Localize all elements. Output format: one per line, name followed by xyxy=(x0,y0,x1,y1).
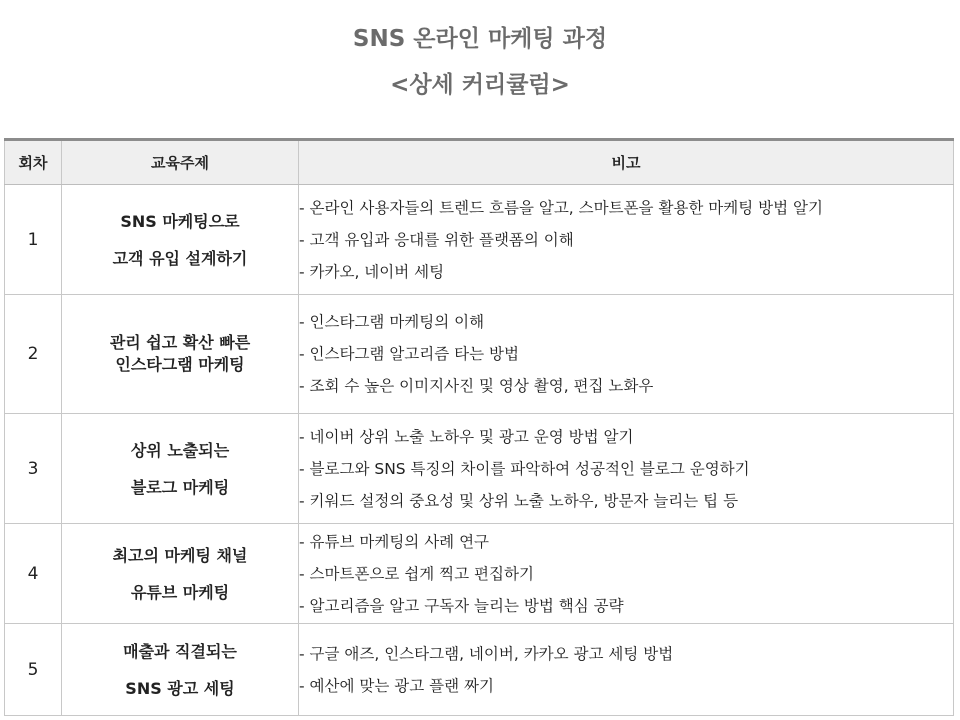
list-item: - 인스타그램 알고리즘 타는 방법 xyxy=(299,338,953,370)
session-number: 2 xyxy=(5,295,62,414)
notes-cell xyxy=(299,185,954,295)
table-row xyxy=(5,185,954,295)
topic-line: 유튜브 마케팅 xyxy=(130,582,230,602)
header-topic: 교육주제 xyxy=(62,140,299,185)
session-number: 5 xyxy=(5,624,62,716)
notes-cell xyxy=(299,414,954,524)
session-number: 1 xyxy=(5,185,62,295)
topic-line: 최고의 마케팅 채널 xyxy=(112,545,248,565)
list-item: - 예산에 맞는 광고 플랜 짜기 xyxy=(299,670,953,702)
session-number: 3 xyxy=(5,414,62,524)
notes-list xyxy=(299,192,953,288)
list-item: - 스마트폰으로 쉽게 찍고 편집하기 xyxy=(299,558,953,590)
header-notes: 비고 xyxy=(299,140,954,185)
topic-line: SNS 광고 세팅 xyxy=(125,678,235,698)
curriculum-table xyxy=(4,138,954,716)
list-item: - 키워드 설정의 중요성 및 상위 노출 노하우, 방문자 늘리는 팁 등 xyxy=(299,485,953,517)
session-number: 4 xyxy=(5,524,62,624)
list-item: - 네이버 상위 노출 노하우 및 광고 운영 방법 알기 xyxy=(299,421,953,453)
topic-cell xyxy=(62,524,299,624)
notes-list xyxy=(299,638,953,702)
table-row xyxy=(5,624,954,716)
notes-list xyxy=(299,421,953,517)
notes-cell xyxy=(299,295,954,414)
list-item: - 블로그와 SNS 특징의 차이를 파악하여 성공적인 블로그 운영하기 xyxy=(299,453,953,485)
list-item: - 조회 수 높은 이미지사진 및 영상 촬영, 편집 노화우 xyxy=(299,370,953,402)
list-item: - 카카오, 네이버 세팅 xyxy=(299,256,953,288)
notes-cell xyxy=(299,524,954,624)
list-item: - 유튜브 마케팅의 사례 연구 xyxy=(299,526,953,558)
page-subtitle: <상세 커리큘럼> xyxy=(390,72,570,98)
table-header-row xyxy=(5,140,954,185)
header-session: 회차 xyxy=(5,140,62,185)
topic-line: SNS 마케팅으로 xyxy=(120,211,240,231)
topic-line: 고객 유입 설계하기 xyxy=(112,248,248,268)
topic-line: 인스타그램 마케팅 xyxy=(115,355,245,374)
topic-line: 상위 노출되는 xyxy=(130,440,230,460)
topic-cell xyxy=(62,624,299,716)
notes-list xyxy=(299,526,953,622)
topic-line: 매출과 직결되는 xyxy=(123,641,237,661)
table-row xyxy=(5,295,954,414)
table-row xyxy=(5,414,954,524)
topic-line: 블로그 마케팅 xyxy=(130,477,230,497)
list-item: - 온라인 사용자들의 트렌드 흐름을 알고, 스마트폰을 활용한 마케팅 방법 알기 xyxy=(299,192,953,224)
list-item: - 고객 유입과 응대를 위한 플랫폼의 이해 xyxy=(299,224,953,256)
topic-line: 관리 쉽고 확산 빠른 xyxy=(109,333,251,352)
list-item: - 구글 애즈, 인스타그램, 네이버, 카카오 광고 세팅 방법 xyxy=(299,638,953,670)
page-title: SNS 온라인 마케팅 과정 xyxy=(352,26,608,52)
notes-list xyxy=(299,306,953,402)
table-row xyxy=(5,524,954,624)
topic-cell xyxy=(62,185,299,295)
topic-cell xyxy=(62,295,299,414)
list-item: - 인스타그램 마케팅의 이해 xyxy=(299,306,953,338)
topic-cell xyxy=(62,414,299,524)
notes-cell xyxy=(299,624,954,716)
list-item: - 알고리즘을 알고 구독자 늘리는 방법 핵심 공략 xyxy=(299,590,953,622)
